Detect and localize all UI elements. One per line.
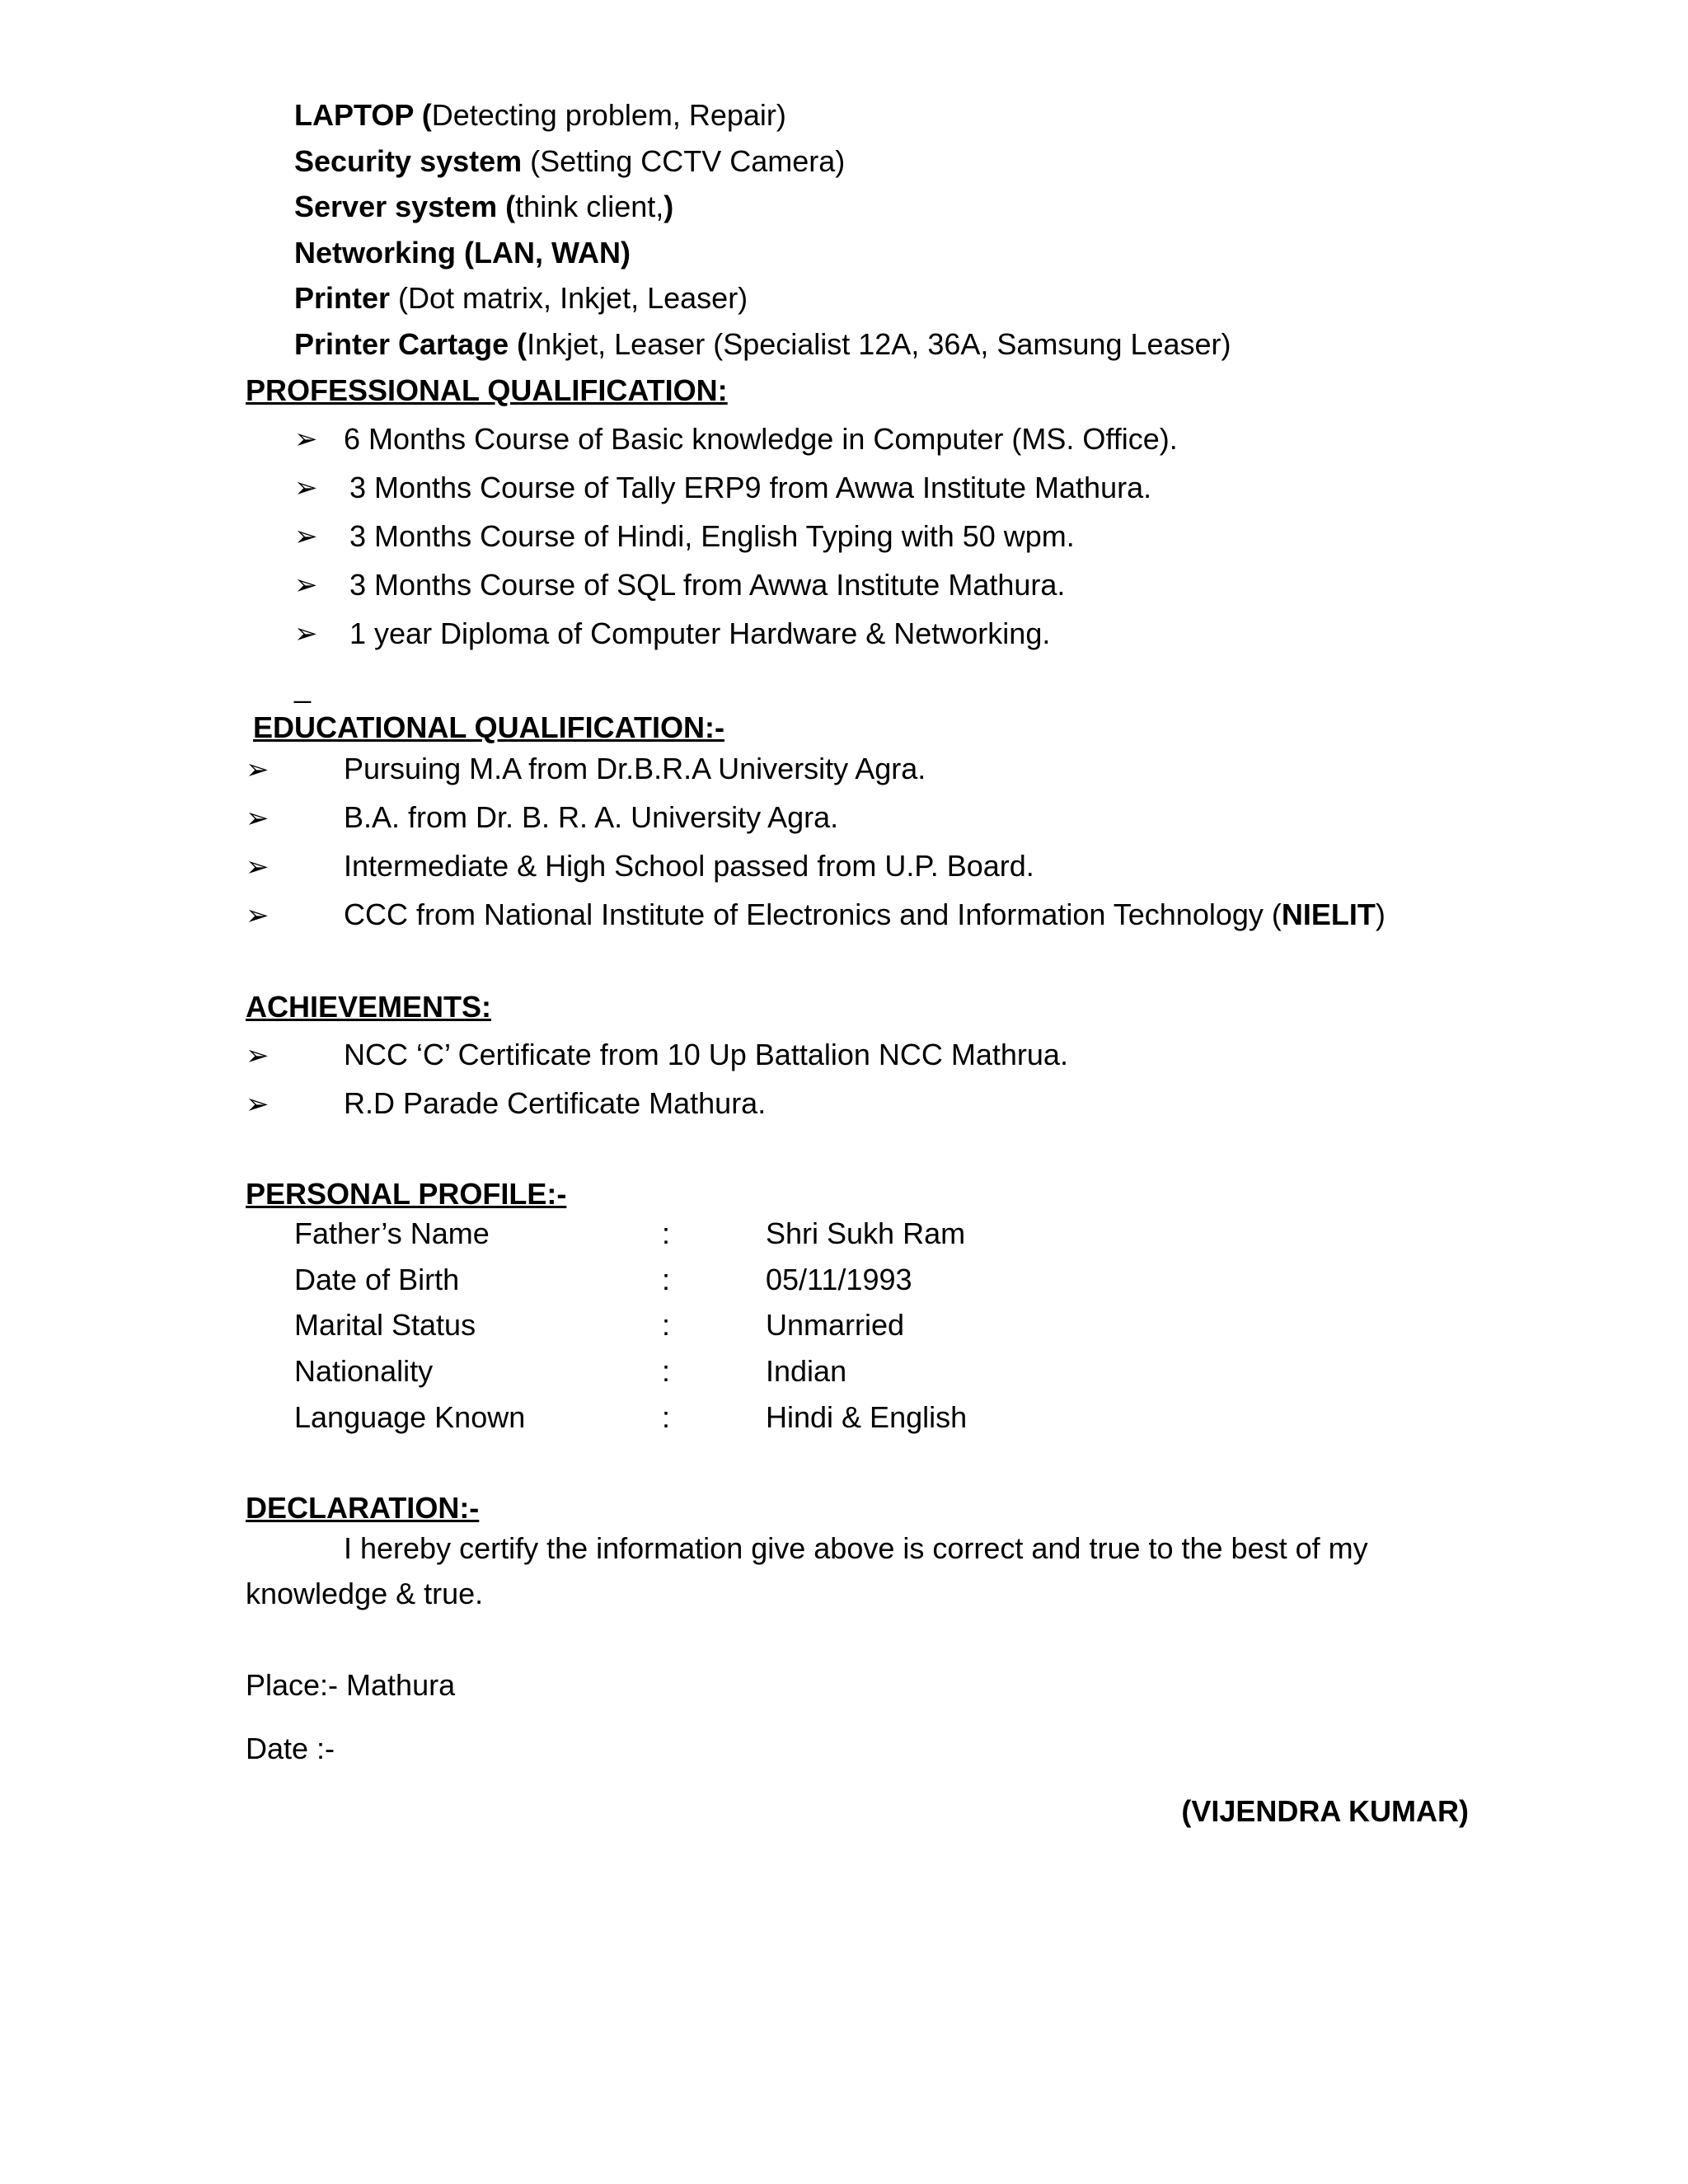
educational-heading: EDUCATIONAL QUALIFICATION:- — [253, 710, 724, 744]
profile-separator: : — [661, 1400, 670, 1434]
achievement-item: R.D Parade Certificate Mathura. — [344, 1086, 767, 1120]
bullet-arrow-icon: ➢ — [294, 472, 318, 504]
profile-value: Unmarried — [766, 1308, 905, 1342]
profile-label: Language Known — [294, 1400, 526, 1434]
skill-detail: (Dot matrix, Inkjet, Leaser) — [390, 281, 748, 315]
professional-heading: PROFESSIONAL QUALIFICATION: — [246, 373, 728, 407]
skill-label: Printer — [294, 281, 391, 315]
profile-label: Father’s Name — [294, 1216, 490, 1250]
date-line: Date :- — [246, 1732, 335, 1765]
skill-line-security — [294, 143, 845, 179]
professional-item: 3 Months Course of SQL from Awwa Institute Mathura. — [349, 568, 1066, 602]
profile-separator: : — [661, 1263, 670, 1296]
declaration-line-1: I hereby certify the information give above is correct and true to the best of my — [344, 1531, 1368, 1565]
professional-item: 6 Months Course of Basic knowledge in Computer (MS. Office). — [344, 422, 1178, 456]
signature-name: (VIJENDRA KUMAR) — [1181, 1794, 1469, 1828]
bullet-arrow-icon: ➢ — [294, 618, 318, 649]
declaration-line-2: knowledge & true. — [246, 1577, 484, 1610]
skill-detail: Detecting problem, Repair) — [431, 98, 786, 132]
bullet-arrow-icon: ➢ — [294, 521, 318, 552]
personal-heading: PERSONAL PROFILE:- — [246, 1177, 567, 1211]
profile-separator: : — [661, 1308, 670, 1342]
achievements-heading: ACHIEVEMENTS: — [246, 990, 492, 1024]
educational-item-after: ) — [1375, 898, 1386, 931]
educational-item — [344, 897, 1386, 932]
bullet-arrow-icon: ➢ — [246, 803, 270, 834]
skill-label: Printer Cartage ( — [294, 327, 528, 361]
skill-label: LAPTOP ( — [294, 98, 432, 132]
trailing-mark: _ — [294, 670, 312, 704]
bullet-arrow-icon: ➢ — [246, 900, 270, 931]
skill-line-server — [294, 189, 673, 224]
bullet-arrow-icon: ➢ — [246, 1089, 270, 1120]
bullet-arrow-icon: ➢ — [246, 851, 270, 883]
educational-item: B.A. from Dr. B. R. A. University Agra. — [344, 800, 839, 834]
profile-value: Indian — [766, 1354, 847, 1388]
bullet-arrow-icon: ➢ — [294, 569, 318, 601]
bullet-arrow-icon: ➢ — [294, 424, 318, 455]
skill-line-networking — [294, 235, 631, 270]
profile-label: Nationality — [294, 1354, 434, 1388]
bullet-arrow-icon: ➢ — [246, 754, 270, 785]
profile-label: Marital Status — [294, 1308, 476, 1342]
bullet-arrow-icon: ➢ — [246, 1040, 270, 1071]
profile-value: Shri Sukh Ram — [766, 1216, 966, 1250]
professional-item: 3 Months Course of Hindi, English Typing with 50 wpm. — [349, 519, 1075, 553]
educational-item-text: CCC from National Institute of Electronics and Information Technology ( — [344, 898, 1282, 931]
profile-separator: : — [661, 1354, 670, 1388]
skill-detail: Inkjet, Leaser (Specialist 12A, 36A, Samsung Leaser) — [527, 327, 1231, 361]
professional-item: 1 year Diploma of Computer Hardware & Networking. — [349, 616, 1051, 650]
skill-detail: (Setting CCTV Camera) — [522, 144, 846, 178]
educational-item-bold: NIELIT — [1281, 898, 1376, 931]
profile-separator: : — [661, 1216, 670, 1250]
skill-label: Server system ( — [294, 190, 516, 223]
educational-item: Intermediate & High School passed from U.P. Board. — [344, 849, 1034, 883]
place-line: Place:- Mathura — [246, 1668, 456, 1702]
skill-label: Networking (LAN, WAN) — [294, 236, 631, 269]
educational-item: Pursuing M.A from Dr.B.R.A University Agra. — [344, 752, 926, 785]
skill-detail: think client, — [515, 190, 664, 223]
profile-value: 05/11/1993 — [766, 1263, 912, 1296]
achievement-item: NCC ‘C’ Certificate from 10 Up Battalion NCC Mathrua. — [344, 1038, 1068, 1071]
skill-label: Security system — [294, 144, 523, 178]
declaration-heading: DECLARATION:- — [246, 1491, 480, 1525]
profile-value: Hindi & English — [766, 1400, 968, 1434]
skill-line-laptop — [294, 97, 786, 133]
profile-label: Date of Birth — [294, 1263, 460, 1296]
skill-line-cartage — [294, 326, 1231, 362]
skill-suffix: ) — [663, 190, 674, 223]
professional-item: 3 Months Course of Tally ERP9 from Awwa Institute Mathura. — [349, 471, 1152, 504]
skill-line-printer — [294, 280, 748, 316]
